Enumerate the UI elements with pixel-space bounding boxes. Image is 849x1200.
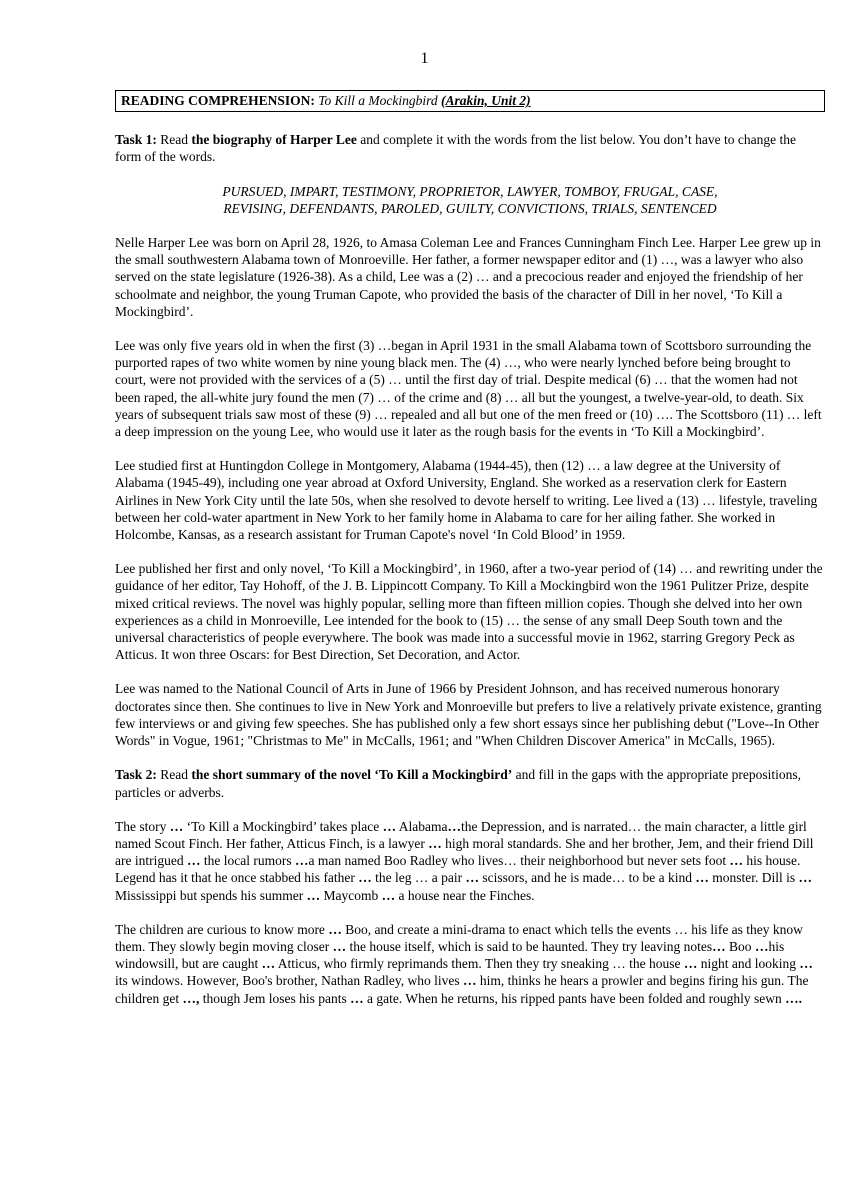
word-list [115,183,825,217]
text-segment: Boo, and create a mini-drama to enact which tells the events … his life as they know them. They slowly begin moving closer [115,921,803,954]
gap-marker: … [465,870,480,886]
gap-marker: … [306,887,321,903]
gap-marker: … [712,938,726,954]
gap-marker: … [332,938,347,954]
text-segment: night and looking [697,956,800,972]
text-segment: him, thinks he hears a prowler and begins firing his gun. The children get [115,973,809,1006]
text-segment: a house near the Finches. [395,887,535,903]
gap-marker: … [683,956,698,972]
header-box [115,90,825,112]
gap-marker: … [358,870,372,886]
task2-lead: Task 2: [115,767,157,783]
page-number: 1 [420,50,429,67]
bio-paragraph-2: Lee was only five years old in when the first (3) …began in April 1931 in the small Alabama town of Scottsboro surrounding the purported rapes of two white women by nine young black men. The (4) …, who were nearly lynched before being brought to court, were not provided with the services of a (5) … until the first day of trial. Despite medical (6) … that the women had not been raped, the all-white jury found the men (7) … of the crime and (8) … all but the youngest, a twelve-year-old, to death. Six years of subsequent trials saw most of these (9) … repealed and all but one of the men freed or (10) …. The Scottsboro (11) … left a deep impression on the young Lee, who would use it later as the rough basis for the events in ‘To Kill a Mockingbird’. [115,338,822,440]
text-segment: Mississippi but spends his summer [115,887,307,903]
gap-marker: …. [785,990,802,1006]
text-segment: the house itself, which is said to be haunted. They try leaving notes [346,938,713,954]
gap-marker: … [350,990,364,1006]
gap-marker: … [799,956,813,972]
bio-paragraph-5: Lee was named to the National Council of Arts in June of 1966 by President Johnson, and has received numerous honorary doctorates since then. She continues to live in New York and Monroeville but prefers to live a relatively private existence, granting few interviews or and giving few speeches. She has published only a few short essays since her publishing debut ("Love--In Other Words" in Vogue, 1961; "Christmas to Me" in McCalls, 1961; and "When Children Discover America" in McCalls, 1965). [115,681,822,749]
text-segment: Atticus, who firmly reprimands them. Then they try sneaking … the house [275,956,684,972]
text-segment: the Depression, and is narrated… the main character, a little girl named Scout Finch. Her father, Atticus Finch, is a lawyer [115,818,807,851]
task2-instruction [115,766,825,800]
text-segment: The children are curious to know more [115,921,329,937]
header-label: READING COMPREHENSION: [121,93,315,108]
header-reference: (Arakin, Unit 2) [441,93,531,108]
bio-paragraph-3: Lee studied first at Huntingdon College in Montgomery, Alabama (1944-45), then (12) … a law degree at the University of Alabama (1945-49), including one year abroad at Oxford University, England. She worked as a reservation clerk for Eastern Airlines in New York City until the late 50s, when she resolved to devote herself to writing. Lee lived a (13) … lifestyle, traveling between her cold-water apartment in New York to her family home in Alabama to care for her ailing father. She worked in Holcombe, Kansas, as a research assistant for Truman Capote's novel ‘In Cold Blood’ in 1959. [115,458,818,543]
bio-paragraph-4: Lee published her first and only novel, ‘To Kill a Mockingbird’, in 1960, after a two-year period of (14) … and rewriting under the guidance of her editor, Tay Hohoff, of the J. B. Lippincott Company. To Kill a Mockingbird won the 1961 Pulitzer Prize, despite mixed critical reviews. The novel was highly popular, selling more than fifteen million copies. Though she delved into her own experiences as a child in Monroeville, Lee intended for the book to (15) … the sense of any small Deep South town and the universal characteristics of people everywhere. The book was made into a successful movie in 1962, starring Gregory Peck as Atticus. It won three Oscars: for Best Direction, Set Decoration, and Actor. [115,561,823,663]
header-title: To Kill a Mockingbird [318,93,438,108]
task1-instruction [115,131,825,165]
text-segment: his house. Legend has it that he once stabbed his father [115,853,801,886]
gap-marker: … [261,956,276,972]
text-segment: The story [115,818,170,834]
gap-marker: … [798,870,812,886]
task2-bold: the short summary of the novel ‘To Kill a Mockingbird’ [191,767,513,783]
text-segment: its windows. However, Boo's brother, Nathan Radley, who lives [115,973,464,989]
text-segment: the leg … a pair [371,870,466,886]
gap-marker: … [428,835,442,851]
gap-marker: … [382,818,397,834]
task2-post: and fill in the gaps with the appropriate prepositions, particles or adverbs. [115,767,801,800]
gap-marker: … [186,853,201,869]
word-list-line-1: PURSUED, IMPART, TESTIMONY, PROPRIETOR, LAWYER, TOMBOY, FRUGAL, CASE, [222,183,718,199]
text-segment: a gate. When he returns, his ripped pants have been folded and roughly sewn [363,990,786,1006]
task1-post: and complete it with the words from the list below. You don’t have to change the form of the words. [115,132,796,165]
document-body [115,90,825,1024]
text-segment: ‘To Kill a Mockingbird’ takes place [183,818,383,834]
summary-paragraph-2 [115,921,825,1007]
word-list-line-2: REVISING, DEFENDANTS, PAROLED, GUILTY, CONVICTIONS, TRIALS, SENTENCED [223,200,717,216]
gap-marker: … [169,818,184,834]
text-segment: Maycomb [320,887,382,903]
gap-marker: … [447,818,461,834]
task1-bold: the biography of Harper Lee [191,132,357,148]
text-segment: a man named Boo Radley who lives… their neighborhood but never sets foot [308,853,730,869]
gap-marker: … [381,887,396,903]
gap-marker: … [294,853,309,869]
text-segment: high moral standards. She and her brother, Jem, and their friend Dill are intrigued [115,835,814,869]
text-segment: monster. Dill is [708,870,799,886]
bio-paragraph-1: Nelle Harper Lee was born on April 28, 1926, to Amasa Coleman Lee and Frances Cunningham Finch Lee. Harper Lee grew up in the small southwestern Alabama town of Monroeville. Her father, a former newspaper editor and (1) …, was a lawyer who also served on the state legislature (1926-38). As a child, Lee was a (2) … and a precocious reader and enjoyed the friendship of her schoolmate and neighbor, the young Truman Capote, who provided the basis of the character of Dill in her novel, ‘To Kill a Mockingbird’. [115,235,821,319]
text-segment: his windowsill, but are caught [115,938,785,972]
task1-lead: Task 1: [115,132,157,148]
task2-pre: Read [160,767,192,783]
gap-marker: … [729,853,744,869]
text-segment: though Jem loses his pants [199,990,351,1006]
gap-marker: …, [182,990,200,1006]
gap-marker: … [754,938,769,954]
gap-marker: … [695,870,709,886]
text-segment: Alabama [396,818,448,834]
gap-marker: … [463,973,477,989]
gap-marker: … [328,921,342,937]
task1-pre: Read [160,132,192,148]
summary-paragraph-1 [115,818,825,904]
text-segment: scissors, and he is made… to be a kind [479,870,696,886]
text-segment: Boo [725,938,755,954]
text-segment: the local rumors [200,853,295,869]
